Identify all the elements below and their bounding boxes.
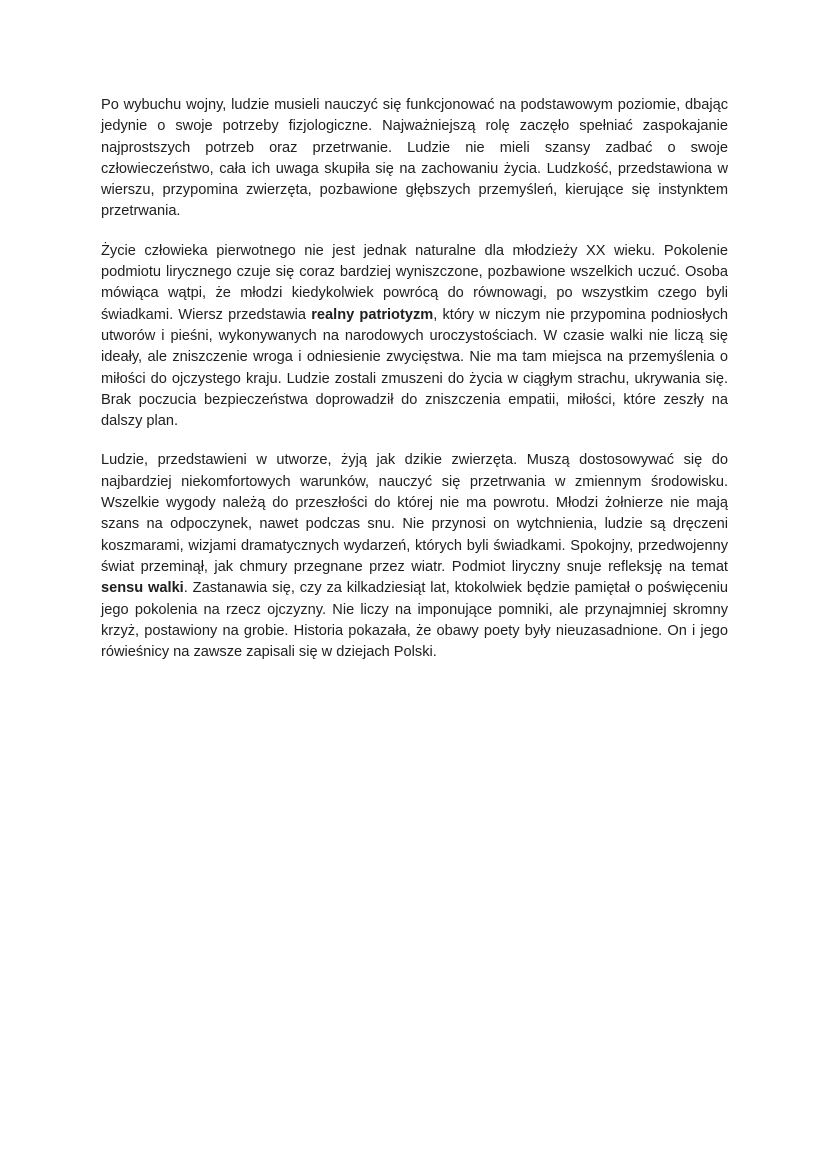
document-page	[101, 95, 728, 681]
paragraph-2	[101, 241, 728, 433]
bold-phrase-realny-patriotyzm: realny patriotyzm	[311, 306, 434, 323]
paragraph-3-text-a: Ludzie, przedstawieni w utworze, żyją jak dzikie zwierzęta. Muszą dostosowywać się do najbardziej niekomfortowych warunków, nauczyć się przetrwania w zmiennym środowisku. Wszelkie wygody należą do przeszłości do której nie ma powrotu. Młodzi żołnierze nie mają szans na odpoczynek, nawet podczas snu. Nie przynosi on wytchnienia, ludzie są dręczeni koszmarami, wizjami dramatycznych wydarzeń, których byli świadkami. Spokojny, przedwojenny świat przeminął, jak chmury przegnane przez wiatr. Podmiot liryczny snuje refleksję na temat	[101, 452, 728, 575]
paragraph-2-text-b: , który w niczym nie przypomina podniosłych utworów i pieśni, wykonywanych na narodowych uroczystościach. W czasie walki nie liczą się ideały, ale zniszczenie wroga i odniesienie zwycięstwa. Nie ma tam miejsca na przemyślenia o miłości do ojczystego kraju. Ludzie zostali zmuszeni do życia w ciągłym strachu, ukrywania się. Brak poczucia bezpieczeństwa doprowadził do zniszczenia empatii, miłości, które zeszły na dalszy plan.	[101, 306, 728, 430]
paragraph-3-text-b: . Zastanawia się, czy za kilkadziesiąt lat, ktokolwiek będzie pamiętał o poświęceniu jego pokolenia na rzecz ojczyzny. Nie liczy na imponujące pomniki, ale przynajmniej skromny krzyż, postawiony na grobie. Historia pokazała, że obawy poety były nieuzasadnione. On i jego rówieśnicy na zawsze zapisali się w dziejach Polski.	[101, 580, 729, 661]
paragraph-1	[101, 95, 728, 223]
bold-phrase-sensu-walki: sensu walki	[101, 580, 184, 597]
paragraph-3	[101, 450, 728, 663]
paragraph-2-text-a: Życie człowieka pierwotnego nie jest jednak naturalne dla młodzieży XX wieku. Pokolenie podmiotu lirycznego czuje się coraz bardziej wyniszczone, pozbawione wszelkich uczuć. Osoba mówiąca wątpi, że młodzi kiedykolwiek powrócą do równowagi, po wszystkim czego byli świadkami. Wiersz przedstawia	[101, 242, 728, 323]
paragraph-1-text: Po wybuchu wojny, ludzie musieli nauczyć się funkcjonować na podstawowym poziomie, dbając jedynie o swoje potrzeby fizjologiczne. Najważniejszą rolę zaczęło spełniać zaspokajanie najprostszych potrzeb oraz przetrwanie. Ludzie nie mieli szansy zadbać o swoje człowieczeństwo, cała ich uwaga skupiła się na zachowaniu życia. Ludzkość, przedstawiona w wierszu, przypomina zwierzęta, pozbawione głębszych przemyśleń, kierujące się instynktem przetrwania.	[101, 97, 728, 220]
